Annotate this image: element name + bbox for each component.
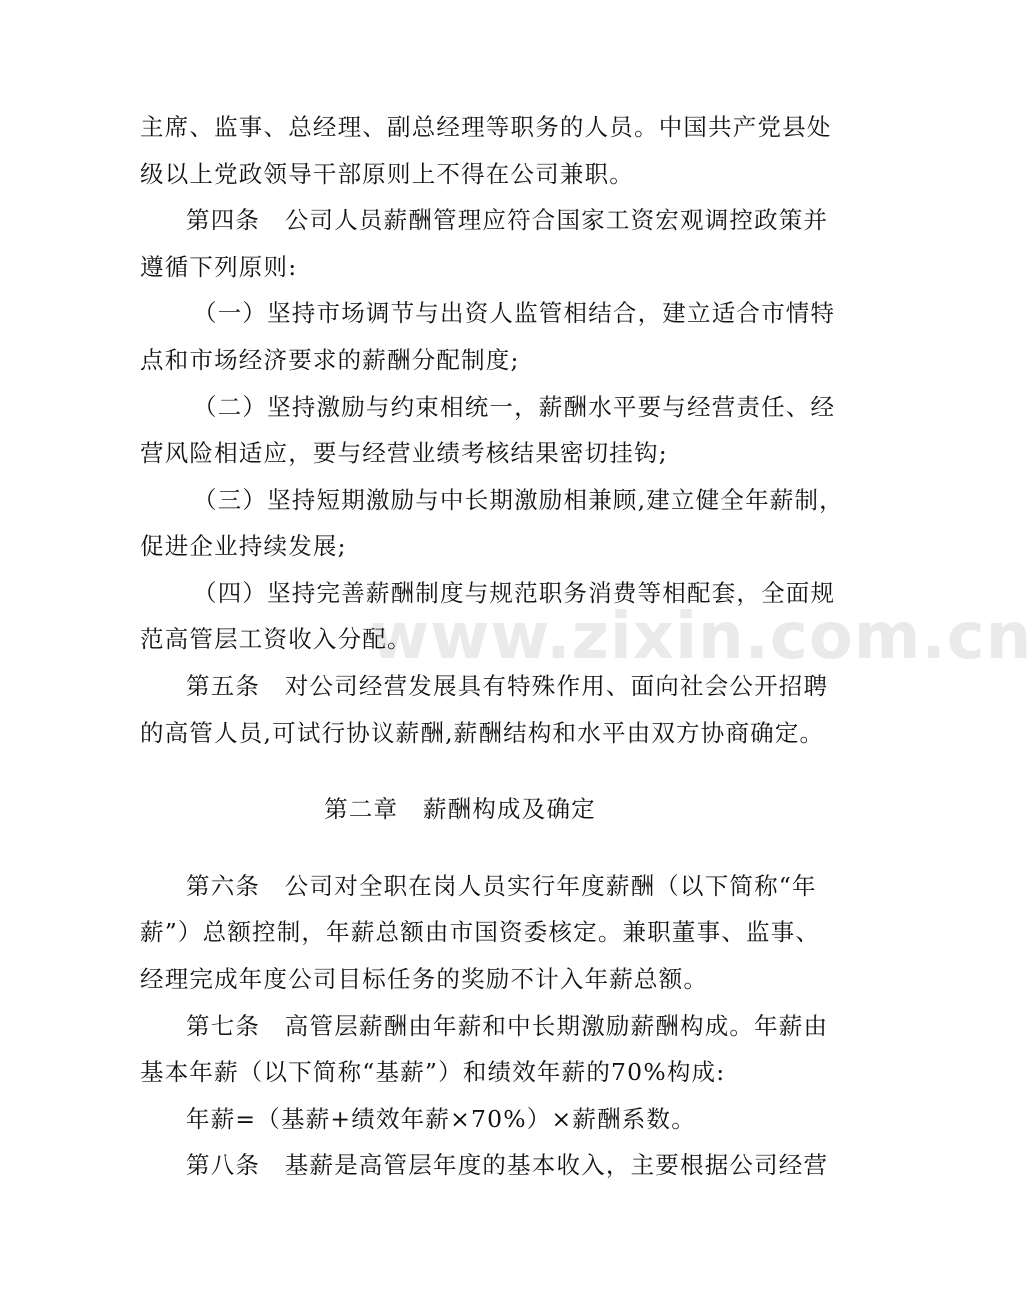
article-6-heading: 第六条 公司对全职在岗人员实行年度薪酬（以下简称“年: [186, 872, 817, 900]
text-line: 主席、监事、总经理、副总经理等职务的人员。中国共产党县处: [140, 113, 832, 141]
watermark: www.zixin.com.cn: [370, 600, 1032, 674]
chapter-title: 第二章 薪酬构成及确定: [324, 795, 596, 823]
list-item-2: （二）坚持激励与约束相统一，薪酬水平要与经营责任、经: [193, 393, 836, 421]
article-5-heading: 第五条 对公司经营发展具有特殊作用、面向社会公开招聘: [186, 672, 829, 700]
list-item-3: （三）坚持短期激励与中长期激励相兼顾,建立健全年薪制，: [193, 486, 844, 514]
text-line: 经理完成年度公司目标任务的奖励不计入年薪总额。: [140, 965, 709, 993]
article-8-heading: 第八条 基薪是高管层年度的基本收入，主要根据公司经营: [186, 1151, 829, 1179]
list-item-1: （一）坚持市场调节与出资人监管相结合，建立适合市情特: [193, 299, 836, 327]
article-4-heading: 第四条 公司人员薪酬管理应符合国家工资宏观调控政策并: [186, 206, 829, 234]
text-line: 级以上党政领导干部原则上不得在公司兼职。: [140, 160, 634, 188]
text-line: 的高管人员,可试行协议薪酬,薪酬结构和水平由双方协商确定。: [140, 719, 825, 747]
formula-line: 年薪=（基薪+绩效年薪×70%）×薪酬系数。: [186, 1105, 696, 1133]
text-line: 点和市场经济要求的薪酬分配制度;: [140, 346, 520, 374]
text-line: 遵循下列原则:: [140, 253, 298, 281]
article-7-heading: 第七条 高管层薪酬由年薪和中长期激励薪酬构成。年薪由: [186, 1012, 829, 1040]
text-line: 营风险相适应，要与经营业绩考核结果密切挂钩;: [140, 439, 668, 467]
text-line: 基本年薪（以下简称“基薪”）和绩效年薪的70%构成:: [140, 1058, 726, 1086]
list-item-4: （四）坚持完善薪酬制度与规范职务消费等相配套，全面规: [193, 579, 836, 607]
text-line: 薪”）总额控制，年薪总额由市国资委核定。兼职董事、监事、: [140, 918, 821, 946]
text-line: 范高管层工资收入分配。: [140, 625, 412, 653]
text-line: 促进企业持续发展;: [140, 532, 347, 560]
